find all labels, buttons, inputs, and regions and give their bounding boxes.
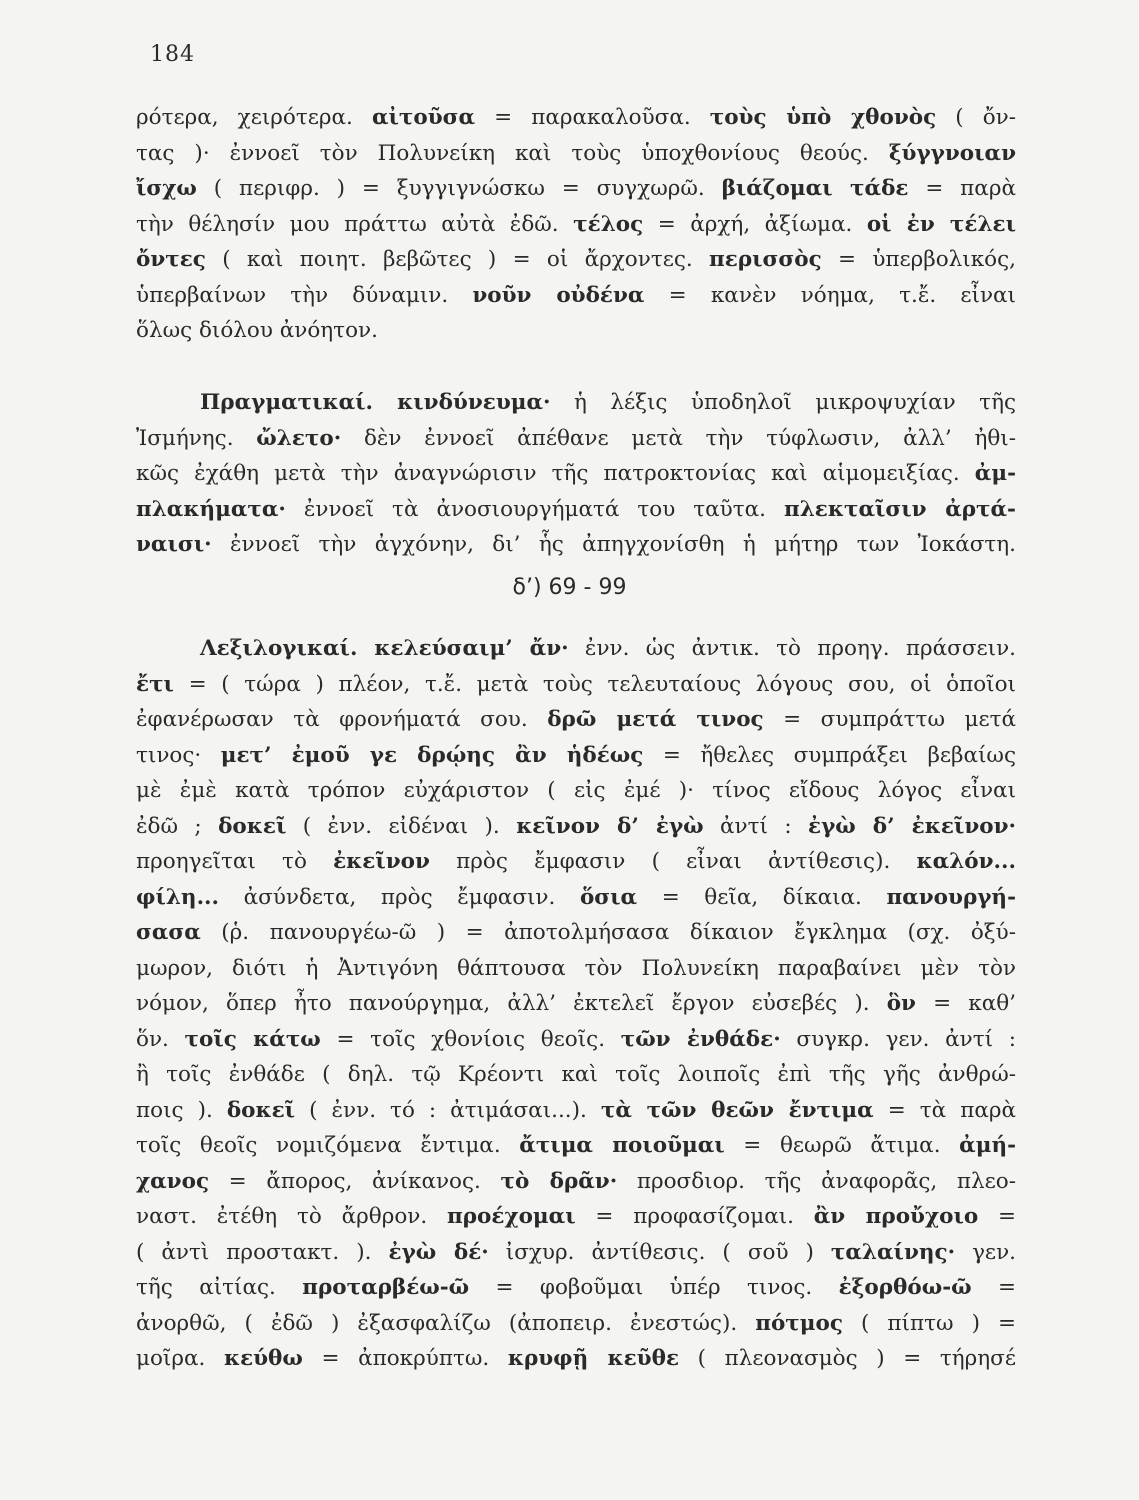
text-line: μοῖρα. κεύθω = ἀποκρύπτω. κρυφῇ κεῦθε ( πλεονασμὸς ) = τήρησέ bbox=[136, 1346, 1016, 1371]
text-line: Ἰσμήνης. ὤλετο· δὲν ἐννοεῖ ἀπέθανε μετὰ τὴν τύφλωσιν, ἀλλ’ ἠθι- bbox=[136, 425, 1016, 451]
paragraph-block-3 bbox=[136, 631, 1016, 1377]
text-line: ( ἀντὶ προστακτ. ). ἐγὼ δέ· ἰσχυρ. ἀντίθεσις. ( σοῦ ) ταλαίνης· γεν. bbox=[136, 1239, 1016, 1265]
text-line: μωρον, διότι ἡ Ἀντιγόνη θάπτουσα τὸν Πολυνείκη παραβαίνει μὲν τὸν bbox=[136, 955, 1016, 981]
text-line: ρότερα, χειρότερα. αἰτοῦσα = παρακαλοῦσα. τοὺς ὑπὸ χθονὸς ( ὄν- bbox=[136, 105, 1016, 130]
text-line: Λεξιλογικαί. κελεύσαιμ’ ἄν· ἐνν. ὡς ἀντικ. τὸ προηγ. πράσσειν. bbox=[200, 636, 1016, 661]
text-line: ἔτι = ( τώρα ) πλέον, τ.ἔ. μετὰ τοὺς τελευταίους λόγους σου, οἱ ὁποῖοι bbox=[136, 671, 1016, 697]
text-line: φίλη... ἀσύνδετα, πρὸς ἔμφασιν. ὅσια = θεῖα, δίκαια. πανουργή- bbox=[136, 884, 1016, 910]
section-heading: δ’) 69 - 99 bbox=[512, 575, 627, 600]
text-line: ὅλως διόλου ἀνόητον. bbox=[136, 318, 378, 343]
paragraph-block-2 bbox=[136, 385, 1016, 563]
text-line: ναισι· ἐννοεῖ τὴν ἀγχόνην, δι’ ἧς ἀπηγχονίσθη ἡ μήτηρ των Ἰοκάστη. bbox=[136, 532, 1016, 557]
text-line: προηγεῖται τὸ ἐκεῖνον πρὸς ἔμφασιν ( εἶναι ἀντίθεσις). καλόν... bbox=[136, 849, 1016, 874]
text-line: ναστ. ἐτέθη τὸ ἄρθρον. προέχομαι = προφασίζομαι. ἂν προὔχοιο = bbox=[136, 1204, 1016, 1229]
text-line: Πραγματικαί. κινδύνευμα· ἡ λέξις ὑποδηλοῖ μικροψυχίαν τῆς bbox=[200, 390, 1016, 415]
page-number: 184 bbox=[150, 42, 195, 67]
text-line: ἀνορθῶ, ( ἐδῶ ) ἐξασφαλίζω (ἀποπειρ. ἐνεστώς). πότμος ( πίπτω ) = bbox=[136, 1310, 1016, 1336]
text-line: ἐφανέρωσαν τὰ φρονήματά σου. δρῶ μετά τινος = συμπράττω μετά bbox=[136, 707, 1016, 732]
text-line: ἴσχω ( περιφρ. ) = ξυγγιγνώσκω = συγχωρῶ. βιάζομαι τάδε = παρὰ bbox=[136, 176, 1016, 201]
text-line: νόμον, ὅπερ ἦτο πανούργημα, ἀλλ’ ἐκτελεῖ ἔργον εὐσεβές ). ὃν = καθ’ bbox=[136, 991, 1016, 1016]
text-line: ἢ τοῖς ἐνθάδε ( δηλ. τῷ Κρέοντι καὶ τοῖς λοιποῖς ἐπὶ τῆς γῆς ἀνθρώ- bbox=[136, 1062, 1016, 1087]
text-line: τῆς αἰτίας. προταρβέω-ῶ = φοβοῦμαι ὑπέρ τινος. ἐξορθόω-ῶ = bbox=[136, 1275, 1016, 1300]
text-line: ὅν. τοῖς κάτω = τοῖς χθονίοις θεοῖς. τῶν ἐνθάδε· συγκρ. γεν. ἀντί : bbox=[136, 1026, 1016, 1052]
paragraph-block-1 bbox=[136, 100, 1016, 349]
text-line: ποις ). δοκεῖ ( ἐνν. τό : ἀτιμάσαι...). τὰ τῶν θεῶν ἔντιμα = τὰ παρὰ bbox=[136, 1097, 1016, 1123]
text-line: κῶς ἐχάθη μετὰ τὴν ἀναγνώρισιν τῆς πατροκτονίας καὶ αἱμομειξίας. ἀμ- bbox=[136, 461, 1016, 486]
text-line: ἐδῶ ; δοκεῖ ( ἐνν. εἰδέναι ). κεῖνον δ’ ἐγὼ ἀντί : ἐγὼ δ’ ἐκεῖνον· bbox=[136, 813, 1016, 839]
text-line: μὲ ἐμὲ κατὰ τρόπον εὐχάριστον ( εἰς ἐμέ )· τίνος εἴδους λόγος εἶναι bbox=[136, 778, 1016, 803]
text-line: ὄντες ( καὶ ποιητ. βεβῶτες ) = οἱ ἄρχοντες. περισσὸς = ὑπερβολικός, bbox=[136, 247, 1016, 272]
text-line: πλακήματα· ἐννοεῖ τὰ ἀνοσιουργήματά του ταῦτα. πλεκταῖσιν ἀρτά- bbox=[136, 496, 1016, 522]
text-line: τοῖς θεοῖς νομιζόμενα ἔντιμα. ἄτιμα ποιοῦμαι = θεωρῶ ἄτιμα. ἀμή- bbox=[136, 1133, 1016, 1158]
text-line: χανος = ἄπορος, ἀνίκανος. τὸ δρᾶν· προσδιορ. τῆς ἀναφορᾶς, πλεο- bbox=[136, 1168, 1016, 1194]
text-line: ὑπερβαίνων τὴν δύναμιν. νοῦν οὐδένα = κανὲν νόημα, τ.ἔ. εἶναι bbox=[136, 282, 1016, 308]
text-line: τινος· μετ’ ἐμοῦ γε δρῴης ἂν ἡδέως = ἤθελες συμπράξει βεβαίως bbox=[136, 742, 1016, 768]
text-line: τὴν θέλησίν μου πράττω αὐτὰ ἐδῶ. τέλος = ἀρχή, ἀξίωμα. οἱ ἐν τέλει bbox=[136, 211, 1016, 237]
text-line: σασα (ῥ. πανουργέω-ῶ ) = ἀποτολμήσασα δίκαιον ἔγκλημα (σχ. ὀξύ- bbox=[136, 920, 1016, 945]
text-line: τας )· ἐννοεῖ τὸν Πολυνείκη καὶ τοὺς ὑποχθονίους θεούς. ξύγγνοιαν bbox=[136, 140, 1016, 166]
